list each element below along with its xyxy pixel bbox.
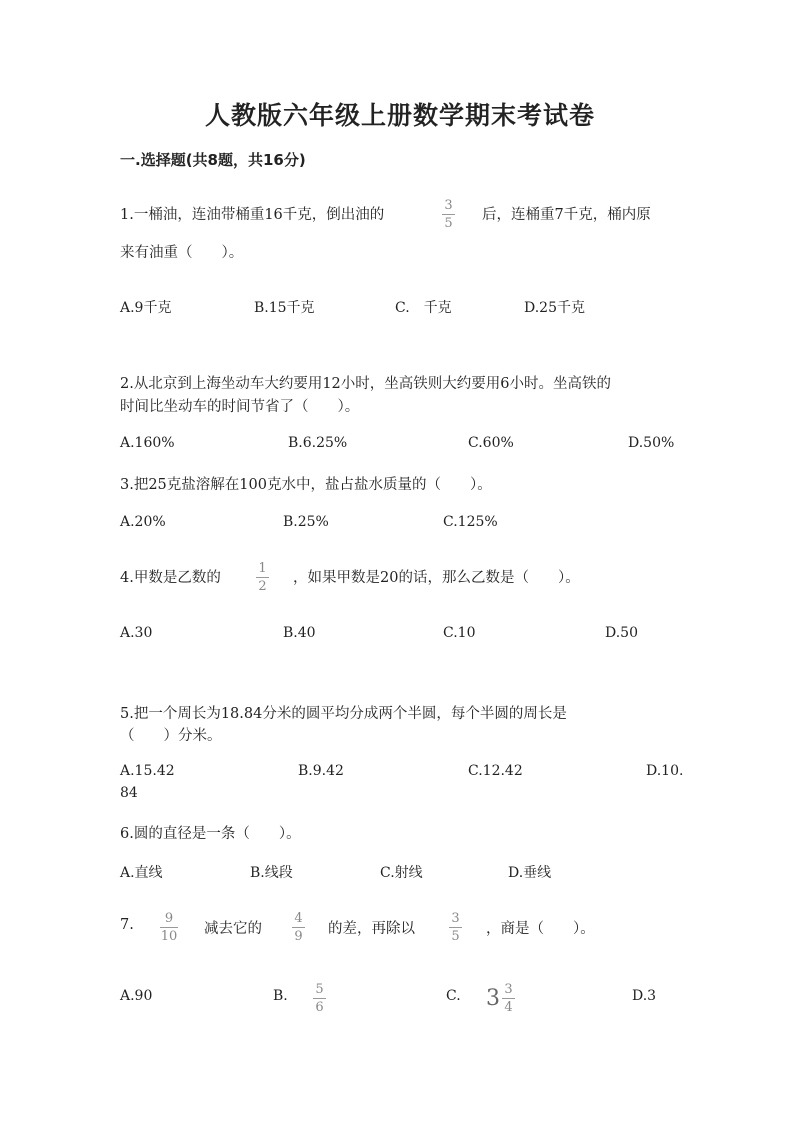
q1-option-c[interactable]: C. 千克 — [395, 300, 452, 316]
q5-option-a[interactable]: A.15.42 — [120, 763, 175, 779]
fraction-bar — [442, 214, 455, 215]
fraction-numerator: 5 — [315, 982, 324, 997]
q6-option-a[interactable]: A.直线 — [120, 865, 163, 881]
q7-option-b-label[interactable]: B. — [273, 988, 288, 1004]
question-2-line-2: 时间比坐动车的时间节省了（ ）。 — [120, 399, 360, 415]
q7-option-d[interactable]: D.3 — [632, 988, 657, 1004]
fraction-denominator: 10 — [160, 929, 178, 944]
q7-option-a[interactable]: A.90 — [120, 988, 153, 1004]
q5-option-d-wrap: 84 — [120, 785, 138, 801]
section-heading: 一.选择题(共8题，共16分) — [120, 151, 306, 169]
fraction-numerator: 1 — [258, 561, 267, 576]
q2-option-a[interactable]: A.160% — [120, 435, 175, 451]
fraction-bar — [313, 998, 326, 999]
q6-option-c[interactable]: C.射线 — [380, 865, 423, 881]
fraction-numerator: 3 — [451, 911, 460, 926]
question-1-text-b: 后，连桶重7千克，桶内原 — [482, 207, 651, 223]
q4-option-d[interactable]: D.50 — [605, 625, 638, 641]
question-5-line-2: （ ）分米。 — [120, 728, 222, 744]
fraction-bar — [256, 577, 269, 578]
fraction-denominator: 2 — [258, 579, 267, 594]
q1-option-a[interactable]: A.9千克 — [120, 300, 172, 316]
question-7-text-c: ，商是（ ）。 — [486, 921, 595, 937]
question-4-fraction — [256, 561, 269, 594]
fraction-denominator: 5 — [444, 216, 453, 231]
question-1-text-a: 1.一桶油，连油带桶重16千克，倒出油的 — [120, 207, 385, 223]
question-7-fraction-3 — [449, 911, 462, 944]
question-7-text-a: 减去它的 — [204, 921, 262, 937]
fraction-numerator: 4 — [294, 911, 303, 926]
fraction-numerator: 3 — [504, 982, 513, 997]
question-4-text-b: ，如果甲数是20的话，那么乙数是（ ）。 — [293, 570, 580, 586]
mixed-fraction — [502, 982, 515, 1015]
q3-option-b[interactable]: B.25% — [283, 514, 329, 530]
question-7-number: 7. — [120, 917, 134, 933]
question-4-text-a: 4.甲数是乙数的 — [120, 570, 221, 586]
fraction-denominator: 4 — [504, 1000, 513, 1015]
q6-option-b[interactable]: B.线段 — [250, 865, 293, 881]
q1-option-d[interactable]: D.25千克 — [524, 300, 585, 316]
q7-option-b-fraction — [313, 982, 326, 1015]
q6-option-d[interactable]: D.垂线 — [508, 865, 552, 881]
question-6-text: 6.圆的直径是一条（ ）。 — [120, 826, 301, 842]
question-1-text-c: 来有油重（ ）。 — [120, 245, 244, 261]
question-7-text-b: 的差，再除以 — [328, 921, 415, 937]
question-5-line-1: 5.把一个周长为18.84分米的圆平均分成两个半圆，每个半圆的周长是 — [120, 706, 567, 722]
mixed-whole: 3 — [486, 986, 500, 1011]
question-1-fraction — [442, 198, 455, 231]
fraction-bar — [502, 998, 515, 999]
fraction-numerator: 9 — [164, 911, 174, 926]
q2-option-d[interactable]: D.50% — [628, 435, 675, 451]
q4-option-a[interactable]: A.30 — [120, 625, 153, 641]
q5-option-c[interactable]: C.12.42 — [468, 763, 523, 779]
q2-option-b[interactable]: B.6.25% — [288, 435, 348, 451]
question-2-line-1: 2.从北京到上海坐动车大约要用12小时，坐高铁则大约要用6小时。坐高铁的 — [120, 376, 612, 392]
q4-option-c[interactable]: C.10 — [443, 625, 476, 641]
fraction-bar — [292, 927, 305, 928]
q5-option-d[interactable]: D.10. — [646, 763, 684, 779]
question-7-fraction-2 — [292, 911, 305, 944]
fraction-denominator: 5 — [451, 929, 460, 944]
question-7-fraction-1 — [160, 911, 178, 944]
q3-option-c[interactable]: C.125% — [443, 514, 498, 530]
q3-option-a[interactable]: A.20% — [120, 514, 166, 530]
question-3-text: 3.把25克盐溶解在100克水中，盐占盐水质量的（ ）。 — [120, 477, 492, 493]
fraction-denominator: 9 — [294, 929, 303, 944]
q5-option-b[interactable]: B.9.42 — [298, 763, 344, 779]
q7-option-c-mixed-number — [486, 982, 515, 1015]
page-title: 人教版六年级上册数学期末考试卷 — [204, 101, 595, 130]
q1-option-b[interactable]: B.15千克 — [254, 300, 315, 316]
q2-option-c[interactable]: C.60% — [468, 435, 514, 451]
fraction-denominator: 6 — [315, 1000, 324, 1015]
q7-option-c-label[interactable]: C. — [446, 988, 461, 1004]
fraction-bar — [160, 927, 178, 928]
fraction-numerator: 3 — [444, 198, 453, 213]
fraction-bar — [449, 927, 462, 928]
q4-option-b[interactable]: B.40 — [283, 625, 316, 641]
